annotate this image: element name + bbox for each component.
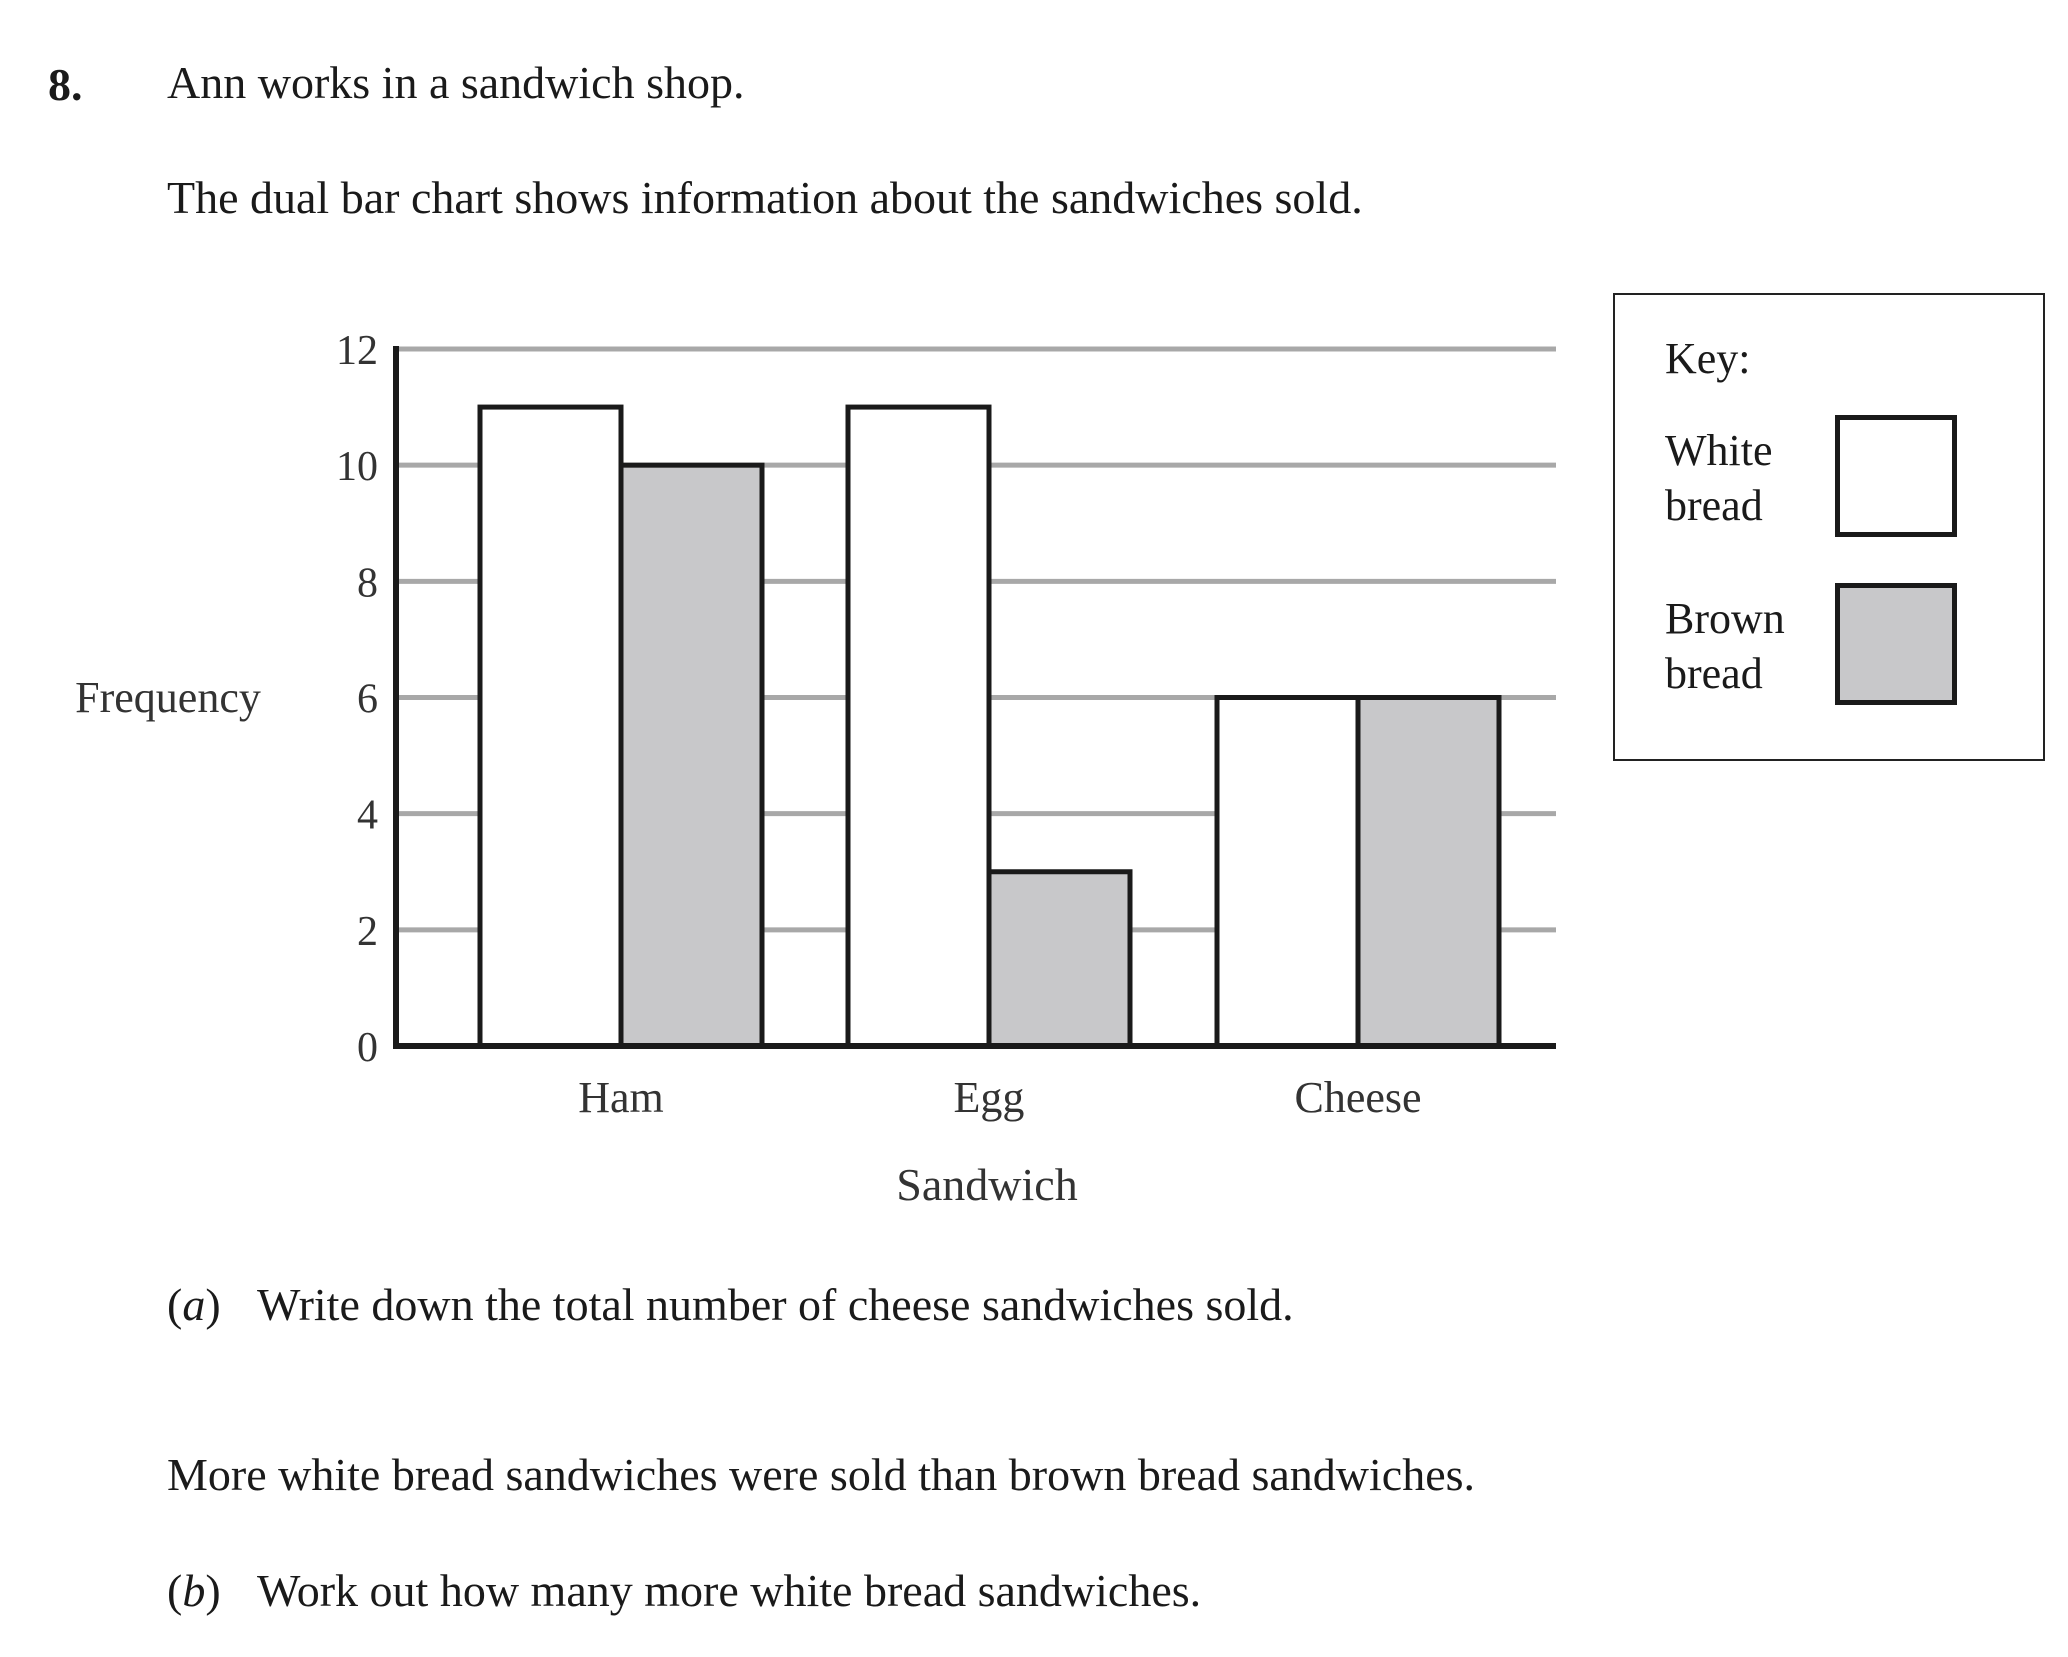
bar-cheese-white-bread <box>1217 698 1358 1047</box>
bar-ham-white-bread <box>480 407 621 1046</box>
y-tick-label: 8 <box>357 560 378 607</box>
y-tick-label: 0 <box>357 1025 378 1071</box>
question-intro: Ann works in a sandwich shop. <box>167 57 745 108</box>
x-tick-label: Ham <box>578 1073 664 1122</box>
part-a-label: (a) <box>167 1279 221 1330</box>
x-tick-label: Cheese <box>1294 1073 1422 1122</box>
y-axis-label: Frequency <box>75 673 261 722</box>
legend-swatch-white-bread <box>1835 415 1957 537</box>
legend-title: Key: <box>1665 334 1751 383</box>
part-b-text: Work out how many more white bread sandwiches. <box>257 1565 1202 1616</box>
legend-label-brown-bread: Brown bread <box>1665 594 1785 698</box>
bars <box>480 407 1499 1046</box>
bar-ham-brown-bread <box>621 465 762 1046</box>
x-axis-label: Sandwich <box>896 1159 1078 1210</box>
chart-legend <box>1613 293 2045 761</box>
question-statement: More white bread sandwiches were sold than brown bread sandwiches. <box>167 1449 1476 1500</box>
y-tick-label: 2 <box>357 908 378 955</box>
question-description: The dual bar chart shows information about the sandwiches sold. <box>167 172 1363 223</box>
legend-label-white-bread: White bread <box>1665 426 1773 530</box>
bar-cheese-brown-bread <box>1358 698 1499 1047</box>
question-part-a <box>167 1279 1294 1330</box>
x-tick-label: Egg <box>953 1073 1025 1122</box>
question-number: 8. <box>48 59 83 110</box>
y-tick-label: 12 <box>336 328 378 374</box>
y-tick-label: 4 <box>357 792 378 839</box>
bar-egg-brown-bread <box>989 872 1130 1046</box>
y-tick-labels <box>336 328 378 1071</box>
x-tick-labels <box>578 1073 1421 1122</box>
question-part-b <box>167 1565 1202 1616</box>
part-b-label: (b) <box>167 1565 221 1616</box>
legend-swatch-brown-bread <box>1835 583 1957 705</box>
bar-egg-white-bread <box>848 407 989 1046</box>
y-tick-label: 6 <box>357 676 378 723</box>
part-a-text: Write down the total number of cheese sandwiches sold. <box>257 1279 1294 1330</box>
y-tick-label: 10 <box>336 444 378 491</box>
